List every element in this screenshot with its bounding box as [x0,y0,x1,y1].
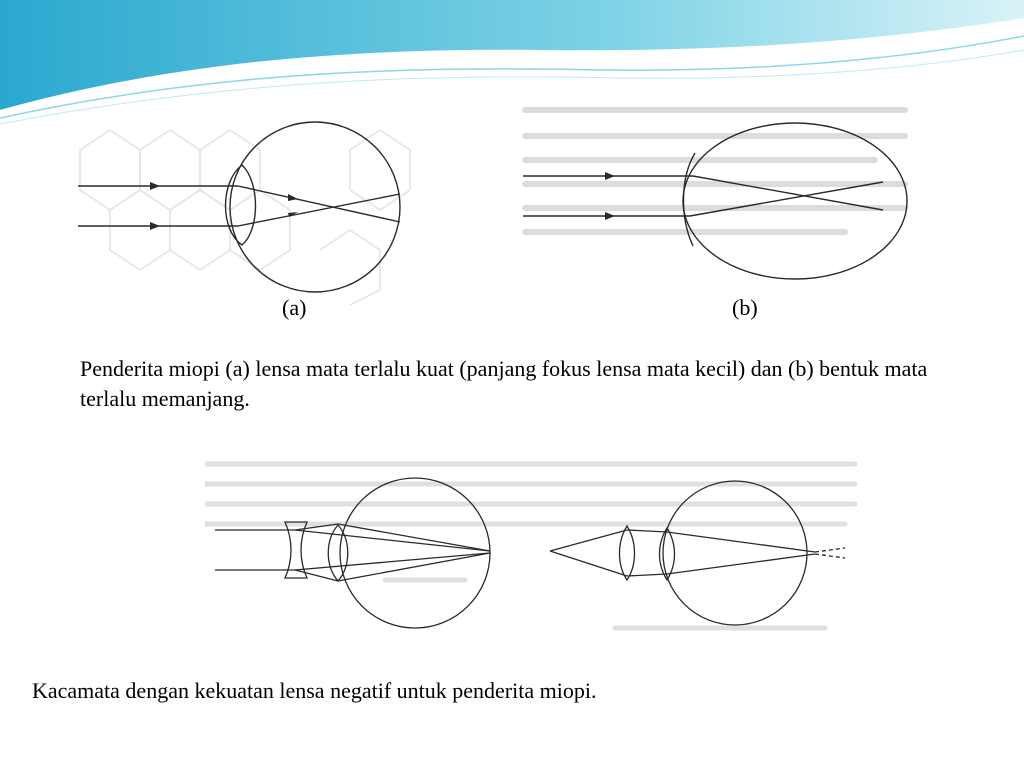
ray-right-bottom [550,551,627,576]
figure-a-label: (a) [282,295,307,320]
figure-corrective-lens [205,440,865,650]
paragraph-negative-lens: Kacamata dengan kekuatan lensa negatif untuk penderita miopi. [32,678,597,703]
paragraph-myopia-causes: Penderita miopi (a) lensa mata terlalu kuat (panjang fokus lensa mata kecil) dan (b) bentuk mata terlalu memanjang. [80,356,928,411]
eyeball-left [340,478,490,628]
eyeball-b [683,123,907,279]
figure-a-strong-lens [70,110,435,305]
eye-lens-right [660,528,675,580]
figure-b-elongated-eye [515,98,915,293]
faded-text-background [205,464,855,628]
faded-text-background [525,110,905,232]
figure-b-label: (b) [732,295,758,320]
converging-lens-right [620,526,635,580]
ray-right-top [550,530,627,551]
